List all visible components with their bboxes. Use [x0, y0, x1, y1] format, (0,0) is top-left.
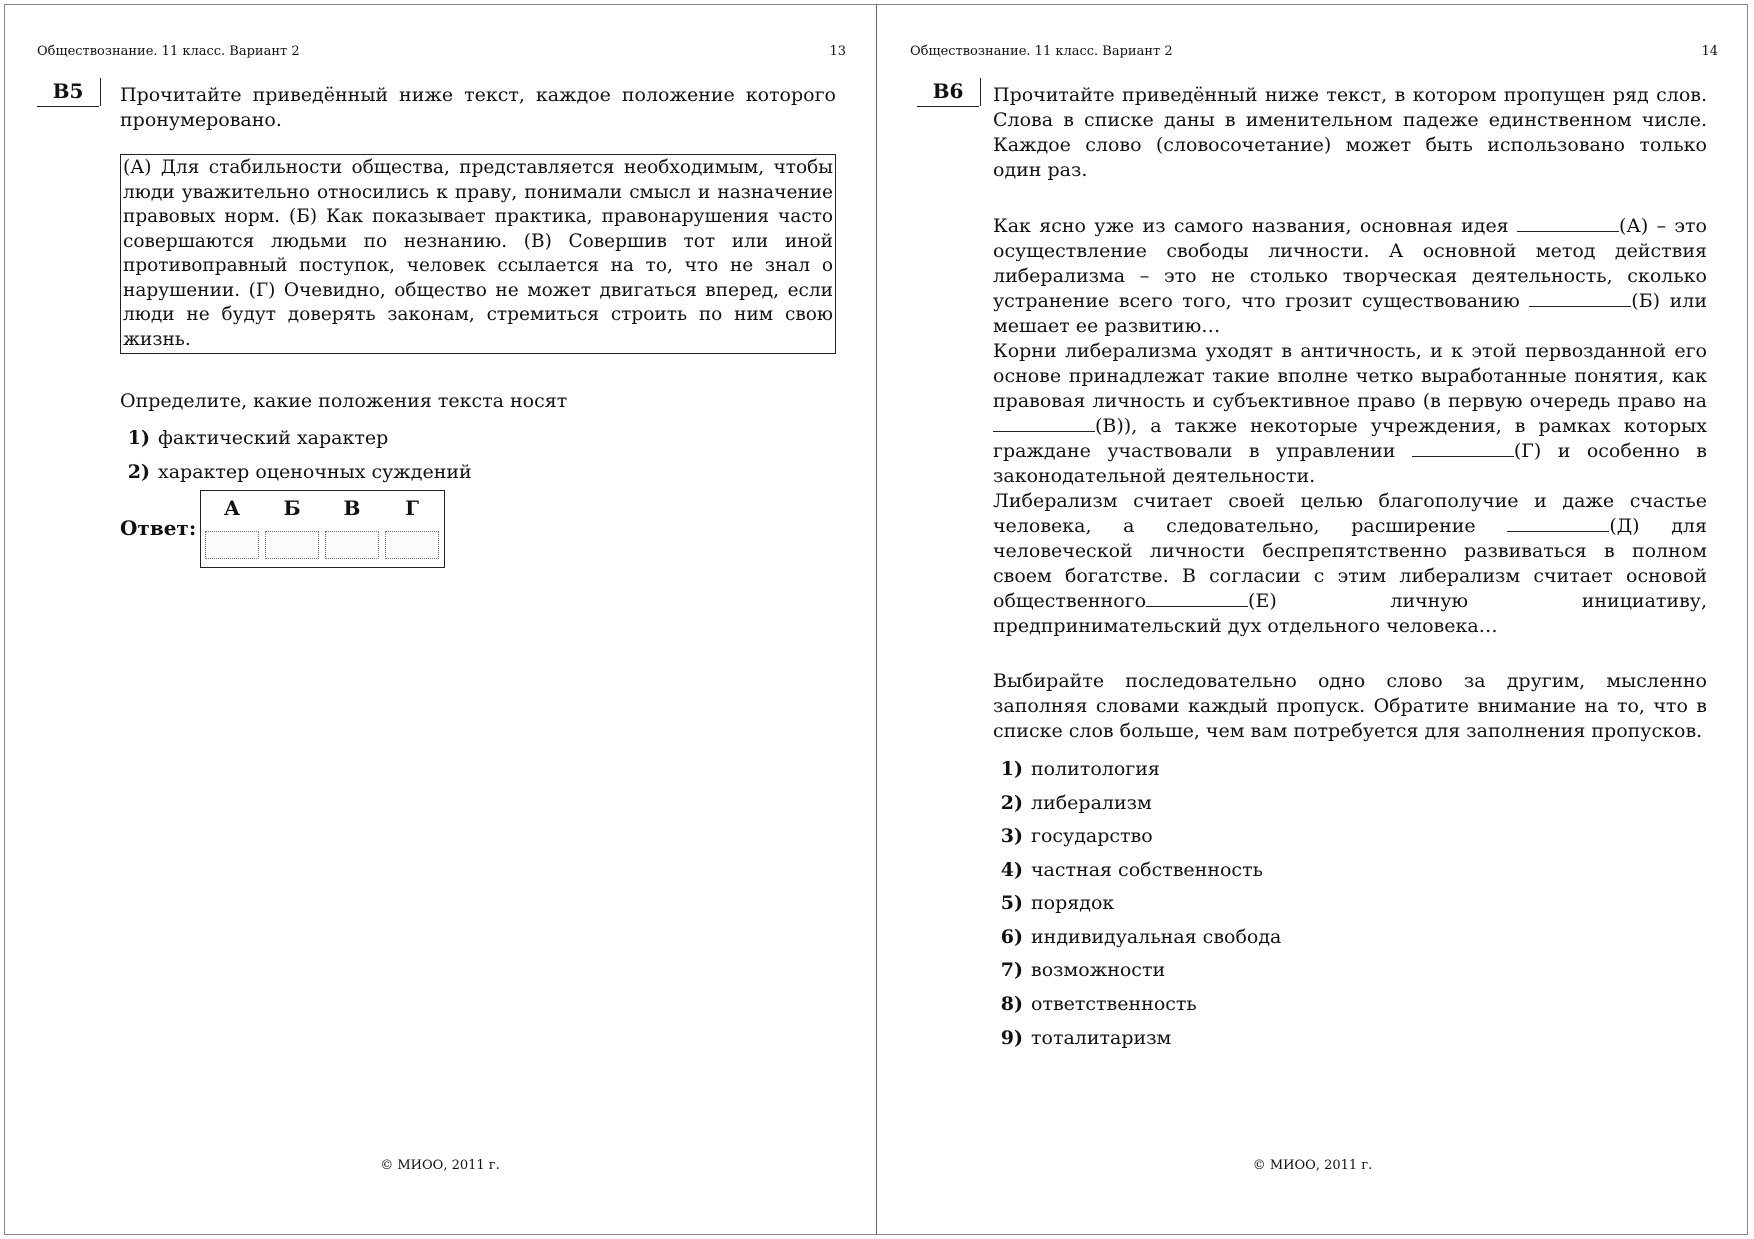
word-option-8	[993, 993, 1197, 1015]
page-number: 13	[829, 44, 846, 59]
answer-cell-v[interactable]	[325, 531, 379, 559]
option-text: политология	[1031, 758, 1160, 780]
word-option-6	[993, 926, 1281, 948]
footer-copyright: © МИОО, 2011 г.	[1252, 1158, 1373, 1173]
option-text: фактический характер	[158, 427, 389, 449]
right-page	[877, 4, 1748, 1235]
answer-column-g	[383, 491, 441, 525]
task-intro: Прочитайте приведённый ниже текст, каждое положение которого пронумеровано.	[120, 84, 836, 131]
option-text: ответственность	[1031, 993, 1197, 1015]
answer-table	[200, 490, 445, 568]
answer-column-v	[323, 491, 381, 525]
text-fragment: (Г) и особенно в законодательной деятельности.	[993, 440, 1707, 487]
page-number: 14	[1701, 44, 1718, 59]
header-title: Обществознание. 11 класс. Вариант 2	[37, 44, 300, 59]
word-option-4	[993, 859, 1263, 881]
answer-column-header: Г	[405, 496, 419, 520]
text-fragment: Либерализм считает своей целью благополучие и даже счастье человека, а следовательно, расширение	[993, 490, 1707, 537]
text-fragment: (Д) для человеческой личности беспрепятственно развиваться в полном своем богатстве. В согласии с этим либерализм считает основой общественного	[993, 515, 1707, 612]
gap-text-paragraph-1	[993, 214, 1707, 339]
answer-column-header: А	[223, 496, 241, 520]
gap-fill-text	[993, 214, 1707, 639]
blank-v[interactable]	[993, 415, 1095, 432]
option-number: 8)	[1000, 993, 1023, 1015]
blank-a[interactable]	[1517, 215, 1619, 232]
text-fragment: (А) – это осуществление свободы личности. А основной метод действия либерализма – это не столько творческая деятельность, сколько устранение всего того, что грозит существованию	[993, 215, 1707, 312]
text-fragment: (Б) или мешает ее развитию…	[993, 290, 1707, 337]
task-intro: Прочитайте приведённый ниже текст, в котором пропущен ряд слов. Слова в списке даны в именительном падеже единственном числе. Каждое слово (словосочетание) может быть использовано только один раз.	[993, 84, 1707, 181]
text-fragment: Как ясно уже из самого названия, основная идея	[993, 215, 1518, 237]
blank-g[interactable]	[1412, 440, 1514, 457]
option-text: характер оценочных суждений	[158, 461, 472, 483]
option-number: 2)	[127, 461, 150, 483]
task-label-b5: B5	[37, 78, 99, 107]
option-text: порядок	[1031, 892, 1115, 914]
answer-column-b	[263, 491, 321, 525]
text-fragment: (В)), а также некоторые учреждения, в рамках которых граждане участвовали в управлении	[993, 415, 1707, 462]
option-text: частная собственность	[1031, 859, 1263, 881]
option-2	[120, 461, 472, 483]
task-label-b6: B6	[917, 78, 979, 107]
answer-column-a	[203, 491, 261, 525]
gap-text-paragraph-3	[993, 489, 1707, 639]
option-text: возможности	[1031, 959, 1166, 981]
option-text: тоталитаризм	[1031, 1027, 1172, 1049]
word-option-3	[993, 825, 1153, 847]
word-option-1	[993, 758, 1160, 780]
header-title: Обществознание. 11 класс. Вариант 2	[910, 44, 1173, 59]
task-question: Определите, какие положения текста носят	[120, 390, 568, 412]
option-number: 3)	[1000, 825, 1023, 847]
option-number: 4)	[1000, 859, 1023, 881]
option-number: 2)	[1000, 792, 1023, 814]
option-number: 5)	[1000, 892, 1023, 914]
blank-d[interactable]	[1507, 515, 1609, 532]
answer-cell-a[interactable]	[205, 531, 259, 559]
option-number: 6)	[1000, 926, 1023, 948]
source-text: (А) Для стабильности общества, представляется необходимым, чтобы люди уважительно относились к праву, понимали смысл и назначение правовых норм. (Б) Как показывает практика, правонарушения часто совершаются людьми по незнанию. (В) Совершив тот или иной противоправный поступок, человек ссылается на то, что не знал о нарушении. (Г) Очевидно, общество не может двигаться вперед, если люди не будут доверять законам, стремиться строить по ним свою жизнь.	[123, 157, 833, 350]
option-text: либерализм	[1031, 792, 1152, 814]
answer-label: Ответ:	[120, 516, 197, 540]
option-number: 1)	[1000, 758, 1023, 780]
answer-column-header: В	[343, 496, 361, 520]
blank-e[interactable]	[1146, 590, 1248, 607]
option-text: индивидуальная свобода	[1031, 926, 1282, 948]
text-fragment: (Е) личную инициативу, предпринимательский дух отдельного человека…	[993, 590, 1707, 637]
option-number: 1)	[127, 427, 150, 449]
option-text: государство	[1031, 825, 1153, 847]
option-number: 9)	[1000, 1027, 1023, 1049]
blank-b[interactable]	[1529, 290, 1631, 307]
word-option-9	[993, 1027, 1171, 1049]
option-number: 7)	[1000, 959, 1023, 981]
word-option-2	[993, 792, 1152, 814]
footer-copyright: © МИОО, 2011 г.	[380, 1158, 500, 1173]
gap-text-paragraph-2	[993, 339, 1707, 489]
source-text-box	[120, 154, 836, 354]
task-instruction: Выбирайте последовательно одно слово за другим, мысленно заполняя словами каждый пропуск. Обратите внимание на то, что в списке слов больше, чем вам потребуется для заполнения пропусков.	[993, 670, 1707, 742]
left-page	[4, 4, 876, 1235]
option-1	[120, 427, 388, 449]
answer-column-header: Б	[283, 496, 301, 520]
word-option-5	[993, 892, 1114, 914]
answer-cell-g[interactable]	[385, 531, 439, 559]
answer-cell-b[interactable]	[265, 531, 319, 559]
text-fragment: Корни либерализма уходят в античность, и к этой первозданной его основе принадлежат такие вполне четко выработанные понятия, как правовая личность и субъективное право (в первую очередь право на	[993, 340, 1707, 412]
word-option-7	[993, 959, 1165, 981]
